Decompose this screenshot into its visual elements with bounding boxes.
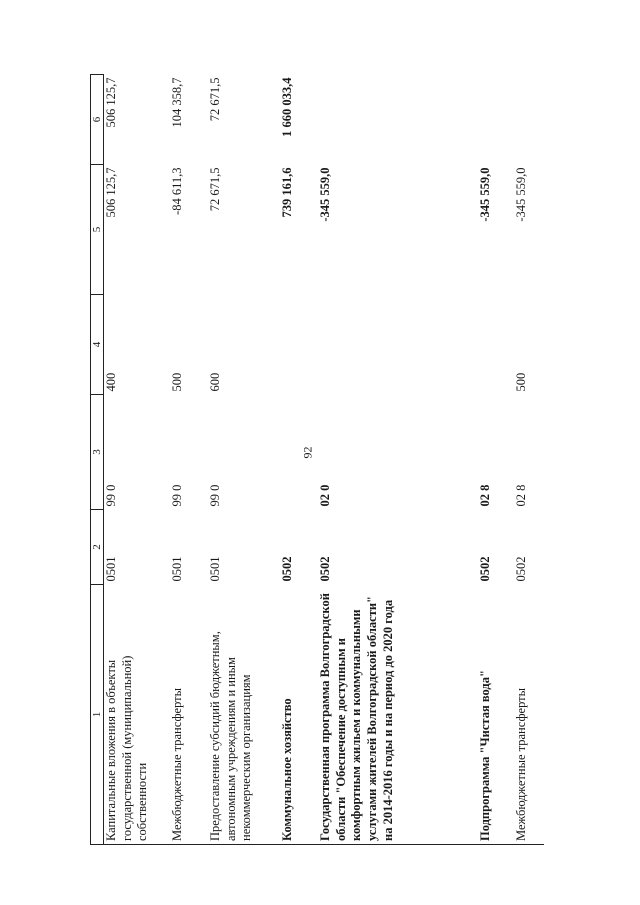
row-name: Государственная программа Волгоградской области "Обеспечение доступным и комфортным жильем и коммунальными услугами жителей Волгоградской области" на 2014-2016 годы и на период до 2020 года bbox=[318, 585, 478, 845]
row-code: 0501 bbox=[104, 556, 118, 582]
column-header: 2 bbox=[91, 510, 104, 585]
row-amount2 bbox=[478, 75, 514, 165]
table-row bbox=[208, 75, 280, 845]
page-number: 92 bbox=[300, 446, 315, 459]
column-header: 5 bbox=[91, 165, 104, 295]
header-row bbox=[91, 75, 104, 845]
row-amount1: 506 125,7 bbox=[104, 167, 118, 218]
row-amount2: 506 125,7 bbox=[104, 77, 118, 128]
column-header: 1 bbox=[91, 585, 104, 845]
row-type: 500 bbox=[514, 372, 528, 392]
row-code: 0501 bbox=[208, 556, 222, 582]
row-code: 0502 bbox=[318, 556, 332, 582]
column-header: 4 bbox=[91, 295, 104, 395]
row-amount1: 72 671,5 bbox=[208, 167, 222, 212]
row-program: 02 8 bbox=[478, 484, 492, 507]
row-program: 99 0 bbox=[208, 484, 222, 507]
table-row bbox=[280, 75, 318, 845]
row-name: Межбюджетные трансферты bbox=[514, 585, 544, 845]
budget-table bbox=[90, 74, 544, 845]
row-program: 02 0 bbox=[318, 484, 332, 507]
row-code: 0501 bbox=[170, 556, 184, 582]
row-type bbox=[318, 295, 478, 395]
row-code: 0502 bbox=[478, 556, 492, 582]
row-amount2: 104 358,7 bbox=[170, 77, 184, 128]
column-header: 3 bbox=[91, 395, 104, 510]
row-program: 99 0 bbox=[104, 484, 118, 507]
row-amount1: 739 161,6 bbox=[280, 167, 294, 218]
row-type bbox=[478, 295, 514, 395]
column-header: 6 bbox=[91, 75, 104, 165]
table-row bbox=[170, 75, 208, 845]
row-amount2 bbox=[318, 75, 478, 165]
row-type: 500 bbox=[170, 372, 184, 392]
table-row bbox=[104, 75, 171, 845]
budget-table-sheet bbox=[90, 75, 615, 845]
table-row bbox=[478, 75, 514, 845]
row-amount1: -345 559,0 bbox=[514, 167, 528, 222]
row-type: 400 bbox=[104, 372, 118, 392]
row-amount1: -84 611,3 bbox=[170, 167, 184, 215]
row-program: 99 0 bbox=[170, 484, 184, 507]
row-name: Межбюджетные трансферты bbox=[170, 585, 208, 845]
row-type: 600 bbox=[208, 372, 222, 392]
row-amount1: -345 559,0 bbox=[478, 167, 492, 222]
row-name: Предоставление субсидий бюджетным, автономным учреждениям и иным некоммерческим организациям bbox=[208, 585, 280, 845]
row-name: Подпрограмма "Чистая вода" bbox=[478, 585, 514, 845]
row-code: 0502 bbox=[280, 556, 294, 582]
row-amount1: -345 559,0 bbox=[318, 167, 332, 222]
row-program bbox=[280, 395, 318, 510]
row-program: 02 8 bbox=[514, 484, 528, 507]
row-amount2: 1 660 033,4 bbox=[280, 77, 294, 137]
row-amount2: 72 671,5 bbox=[208, 77, 222, 122]
table-row bbox=[318, 75, 478, 845]
row-code: 0502 bbox=[514, 556, 528, 582]
row-type bbox=[280, 295, 318, 395]
table-row bbox=[514, 75, 544, 845]
row-name: Коммунальное хозяйство bbox=[280, 585, 318, 845]
row-amount2 bbox=[514, 75, 544, 165]
row-name: Капитальные вложения в объекты государственной (муниципальной) собственности bbox=[104, 585, 171, 845]
